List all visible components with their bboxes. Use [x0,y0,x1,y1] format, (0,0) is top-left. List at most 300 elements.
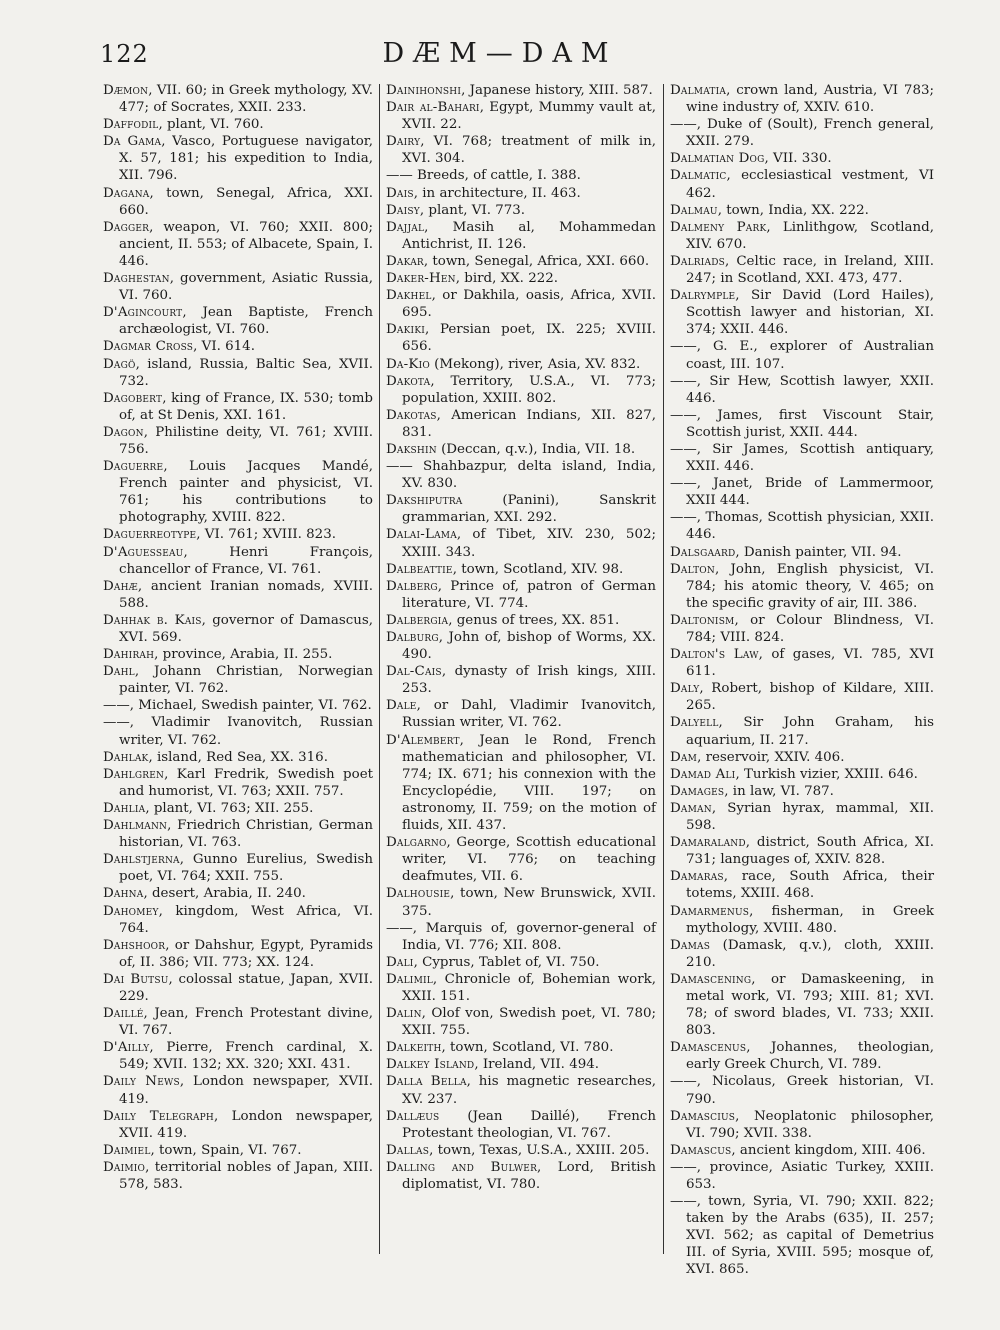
entry-heading: Dahhak b. Kais [103,612,202,628]
index-entry [670,1039,934,1073]
index-entry [103,219,373,270]
entry-heading: Damascenus [670,1040,747,1056]
entry-references: , governor of Damascus, XVI. 569. [119,612,373,645]
entry-heading: Damarmenus [670,903,750,919]
index-entry [670,800,934,834]
index-entry [386,1073,656,1107]
entry-references: , Prince of, patron of German literature, VI. 774. [402,578,656,611]
entry-references: , or Colour Blindness, VI. 784; VIII. 824. [686,612,934,645]
index-entry [386,612,656,629]
index-entry [670,150,934,167]
index-entry [386,202,656,219]
entry-references: ——, Thomas, Scottish physician, XXII. 446. [670,510,934,543]
entry-references: , Olof von, Swedish poet, VI. 780; XXII. 755. [402,1006,656,1039]
entry-heading: Dalin [386,1006,422,1022]
column-rule [663,84,664,1254]
entry-heading: Dalriads [670,253,726,269]
entry-references: , Ireland, VII. 494. [474,1057,600,1073]
entry-references: , weapon, VI. 760; XXII. 800; ancient, II. 553; of Albacete, Spain, I. 446. [119,219,373,269]
entry-references: , plant, VI. 773. [419,202,526,218]
entry-heading: Daillé [103,1006,144,1022]
entry-references: ——, Nicolaus, Greek historian, VI. 790. [670,1074,934,1107]
entry-references: , town, Senegal, Africa, XXI. 660. [423,253,650,269]
entry-references: , London newspaper, XVII. 419. [119,1108,373,1141]
entry-heading: Dagana [103,185,150,201]
entry-references: , district, South Africa, XI. 731; languages of, XXIV. 828. [686,835,934,868]
index-entry [386,526,656,560]
index-entry [103,544,373,578]
entry-references: (Damask, q.v.), cloth, XXIII. 210. [686,937,934,970]
entry-references: , Syrian hyrax, mammal, XII. 598. [686,800,934,834]
entry-references: , town, Scotland, VI. 780. [441,1040,614,1056]
index-entry [103,1039,373,1073]
index-entry [670,971,934,1039]
index-entry [103,1005,373,1039]
entry-references: , town, New Brunswick, XVII. 375. [402,886,656,919]
entry-heading: Daguerreotype [103,527,197,543]
entry-heading: Dakotas [386,407,437,423]
entry-heading: Daimio [103,1159,146,1175]
entry-heading: Daisy [386,202,420,218]
entry-references: , plant, VI. 763; XII. 255. [145,800,314,816]
index-entry [103,1159,373,1193]
entry-references: , Pierre, French cardinal, X. 549; XVII. 132; XX. 320; XXI. 431. [119,1040,373,1073]
index-entry [103,270,373,304]
index-entry [386,578,656,612]
entry-references: , Gunno Eurelius, Swedish poet, VI. 764; XXII. 755. [119,852,373,885]
entry-references: , Jean le Rond, French mathematician and philosopher, VI. 774; IX. 671; his connexion with the Encyclopédie, VIII. 197; on astronomy, II. 759; on the motion of fluids, XII. 437. [402,732,656,834]
entry-heading: Dagmar Cross [103,339,194,355]
index-entry [386,185,656,202]
entry-heading: Dahl [103,664,135,680]
entry-references: (Mekong), river, Asia, XV. 832. [429,356,641,372]
entry-references: , American Indians, XII. 827, 831. [402,407,656,440]
entry-heading: Da-Kio [386,356,430,372]
entry-heading: Dalrymple [670,288,736,304]
entry-heading: Dalhousie [386,886,451,902]
index-entry [670,1193,934,1278]
index-entry [103,766,373,800]
index-entry [670,1073,934,1107]
entry-heading: Dai Butsu [103,971,169,987]
entry-heading: Dalbeattie [386,561,453,577]
entry-heading: Dahlmann [103,818,168,834]
index-column-1 [103,82,373,1193]
entry-heading: Dalton [670,561,715,577]
entry-references: , ecclesiastical vestment, VI 462. [686,168,934,201]
entry-heading: Dagö [103,356,136,372]
entry-references: (Jean Daillé), French Protestant theologian, VI. 767. [402,1108,656,1141]
entry-references: , in architecture, II. 463. [413,185,581,201]
index-entry [386,954,656,971]
entry-references: , or Dahshur, Egypt, Pyramids of, II. 386; VII. 773; XX. 124. [119,937,373,970]
entry-references: , Friedrich Christian, German historian, VI. 763. [119,818,373,851]
index-entry [386,441,656,458]
entry-references: , desert, Arabia, II. 240. [143,886,306,902]
index-entry [386,458,656,492]
entry-heading: Dahna [103,886,144,902]
entry-heading: Dalmatic [670,168,727,184]
entry-references: ——, province, Asiatic Turkey, XXIII. 653. [670,1159,934,1192]
index-entry [386,492,656,526]
entry-references: , Celtic race, in Ireland, XIII. 247; in Scotland, XXI. 473, 477. [686,253,934,287]
entry-heading: Dale [386,698,417,714]
index-entry [103,971,373,1005]
index-entry [670,1142,934,1159]
entry-references: , John, English physicist, VI. 784; his atomic theory, V. 465; on the specific gravity of air, III. 386. [686,561,934,611]
entry-heading: Dahæ [103,578,138,594]
entry-references: , territorial nobles of Japan, XIII. 578, 583. [119,1159,373,1192]
entry-references: ——, Janet, Bride of Lammermoor, XXII 444. [670,476,934,509]
entry-references: , bird, XX. 222. [455,271,559,287]
column-rule [379,84,380,1254]
entry-heading: Dakhel [386,288,432,304]
index-entry [670,868,934,902]
entry-references: , Territory, U.S.A., VI. 773; population, XXIII. 802. [402,373,656,406]
index-entry [386,356,656,373]
entry-references: , of Tibet, XIV. 230, 502; XXIII. 343. [402,527,656,560]
index-entry [103,851,373,885]
entry-references: , town, Texas, U.S.A., XXIII. 205. [429,1142,650,1158]
index-entry [103,458,373,526]
entry-references: , Robert, bishop of Kildare, XIII. 265. [686,681,934,714]
entry-heading: Dahirah [103,647,155,663]
index-entry [386,1056,656,1073]
entry-heading: Dair al-Bahari [386,100,480,116]
entry-references: , Lord, British diplomatist, VI. 780. [402,1159,656,1192]
entry-heading: Dahshoor [103,937,166,953]
entry-heading: Dalton's Law [670,647,759,663]
entry-references: ——, James, first Viscount Stair, Scottish jurist, XXII. 444. [670,407,934,440]
entry-heading: Damad Ali [670,766,736,782]
entry-references: , island, Russia, Baltic Sea, XVII. 732. [119,356,373,389]
entry-heading: Damas [670,937,711,953]
entry-references: , dynasty of Irish kings, XIII. 253. [402,664,656,697]
entry-references: , his magnetic researches, XV. 237. [402,1074,656,1107]
entry-references: , or Dahl, Vladimir Ivanovitch, Russian writer, VI. 762. [402,698,656,731]
entry-heading: Dalgarno [386,835,447,851]
entry-heading: D'Alembert [386,732,460,748]
index-entry [386,407,656,441]
entry-heading: D'Agincourt [103,305,183,321]
index-entry [103,526,373,543]
entry-references: , VII. 330. [764,151,832,167]
entry-heading: Dalling and Bulwer [386,1159,538,1175]
entry-heading: Dalai-Lama [386,527,457,543]
index-entry [670,407,934,441]
index-entry [670,202,934,219]
entry-heading: Damaras [670,869,724,885]
index-entry [103,82,373,116]
entry-heading: Dairy [386,134,421,150]
index-entry [103,885,373,902]
index-entry [670,561,934,612]
entry-heading: Dalmatia [670,83,727,98]
index-entry [670,441,934,475]
index-entry [103,578,373,612]
entry-references: , town, Senegal, Africa, XXI. 660. [119,185,373,218]
index-entry [386,920,656,954]
index-entry [670,937,934,971]
index-entry [386,321,656,355]
entry-heading: Dakiki [386,322,425,338]
index-entry [386,373,656,407]
entry-references: , Jean Baptiste, French archæologist, VI. 760. [119,305,373,338]
index-entry [670,82,934,116]
entry-heading: Daimiel [103,1142,151,1158]
entry-heading: Damaraland [670,835,746,851]
entry-references: (Deccan, q.v.), India, VII. 18. [436,441,636,457]
index-entry [386,663,656,697]
entry-heading: Dakshin [386,441,437,457]
entry-heading: Dakota [386,373,431,389]
entry-references: , race, South Africa, their totems, XXIII. 468. [686,869,934,902]
entry-references: ——, town, Syria, VI. 790; XXII. 822; taken by the Arabs (635), II. 257; XVI. 562; as capital of Demetrius III. of Syria, XVIII. 595; mosque of, XVI. 865. [670,1194,934,1278]
entry-references: , Philistine deity, VI. 761; XVIII. 756. [119,424,373,457]
entry-heading: Dalmeny Park [670,219,767,235]
entry-references: ——, Marquis of, governor-general of India, VI. 776; XII. 808. [386,920,656,953]
index-entry [670,116,934,150]
index-entry [670,287,934,338]
entry-references: , crown land, Austria, VI 783; wine industry of, XXIV. 610. [686,83,934,116]
entry-heading: Dakar [386,253,424,269]
entry-references: , London newspaper, XVII. 419. [119,1074,373,1107]
index-entry [386,697,656,731]
entry-references: , genus of trees, XX. 851. [448,612,620,628]
entry-heading: Dalburg [386,630,439,645]
index-entry [670,903,934,937]
index-entry [386,99,656,133]
entry-references: , Johann Christian, Norwegian painter, VI. 762. [119,664,373,697]
entry-heading: Dahlia [103,800,146,816]
entry-heading: D'Ailly [103,1040,150,1056]
index-entry [103,800,373,817]
index-entry [386,1159,656,1193]
entry-references: ——, G. E., explorer of Australian coast, III. 107. [670,339,934,372]
entry-references: ——, Duke of (Soult), French general, XXII. 279. [670,117,934,150]
entry-references: , island, Red Sea, XX. 316. [148,749,328,765]
index-entry [386,1142,656,1159]
entry-references: , kingdom, West Africa, VI. 764. [119,903,373,936]
entry-heading: Daily News [103,1074,180,1090]
index-entry [103,424,373,458]
index-entry [670,373,934,407]
entry-references: ——, Sir Hew, Scottish lawyer, XXII. 446. [670,373,934,406]
index-entry [386,270,656,287]
index-entry [386,1108,656,1142]
index-column-2 [386,82,656,1193]
entry-references: , VI. 614. [193,339,255,355]
entry-references: , Danish painter, VII. 94. [735,544,902,560]
index-entry [386,971,656,1005]
entry-heading: Dahlgren [103,766,165,782]
entry-heading: Dahlak [103,749,149,765]
index-entry [670,475,934,509]
index-entry [670,834,934,868]
index-entry [386,219,656,253]
entry-references: , Japanese history, XIII. 587. [461,83,653,98]
index-entry [670,509,934,543]
entry-heading: Dais [386,185,414,201]
entry-heading: Damascus [670,1142,732,1158]
entry-heading: Daily Telegraph [103,1108,214,1124]
entry-heading: Dalsgaard [670,544,736,560]
entry-heading: Dahlstjerna [103,852,180,868]
entry-heading: Dalimil [386,971,433,987]
entry-heading: Dalberg [386,578,438,594]
entry-references: , VII. 60; in Greek mythology, XV. 477; of Socrates, XXII. 233. [119,83,373,116]
entry-references: , Sir John Graham, his aquarium, II. 217. [686,715,934,748]
index-entry [103,1142,373,1159]
entry-references: , Vasco, Portuguese navigator, X. 57, 181; his expedition to India, XII. 796. [119,134,373,184]
index-entry [103,338,373,355]
entry-heading: Da Gama [103,134,162,150]
entry-references: , Egypt, Mummy vault at, XVII. 22. [402,100,656,133]
entry-references: , Louis Jacques Mandé, French painter and physicist, VI. 761; his contributions to photography, XVIII. 822. [119,459,373,526]
entry-references: , colossal statue, Japan, XVII. 229. [119,971,373,1004]
entry-heading: Daker-Hen [386,271,456,287]
index-entry [103,1073,373,1107]
index-entry [103,612,373,646]
entry-references: , or Dakhila, oasis, Africa, XVII. 695. [402,288,656,321]
page-number: 122 [100,40,149,68]
entry-heading: Daguerre [103,459,164,475]
entry-references: , John of, bishop of Worms, XX. 490. [402,630,656,663]
index-entry [103,697,373,714]
index-entry [670,714,934,748]
index-entry [103,390,373,424]
entry-references: ——, Sir James, Scottish antiquary, XXII. 446. [670,441,934,475]
entry-heading: D'Aguesseau [103,544,184,560]
index-entry [386,82,656,99]
index-entry [670,766,934,783]
entry-references: , ancient Iranian nomads, XVIII. 588. [119,578,373,611]
entry-heading: Dalmatian Dog [670,151,765,167]
entry-heading: Dalbergia [386,612,449,628]
entry-heading: Dæmon [103,83,149,98]
running-head: DÆM—DAM [382,38,618,69]
entry-references: , Chronicle of, Bohemian work, XXII. 151. [402,971,656,1004]
index-entry [670,749,934,766]
entry-references: , ancient kingdom, XIII. 406. [731,1142,926,1158]
entry-references: , plant, VI. 760. [158,117,264,133]
entry-references: —— Breeds, of cattle, I. 388. [386,168,581,184]
entry-references: , Jean, French Protestant divine, VI. 767. [119,1006,373,1039]
entry-heading: Dagon [103,424,144,440]
entry-heading: Dalkeith [386,1040,442,1056]
entry-references: , town, India, XX. 222. [717,202,869,218]
entry-heading: Dajjal [386,219,425,235]
entry-heading: Daghestan [103,271,170,287]
entry-heading: Dalyell [670,715,719,731]
entry-heading: Dallas [386,1142,430,1158]
index-entry [386,561,656,578]
index-entry [103,304,373,338]
entry-references: , province, Arabia, II. 255. [154,647,333,663]
entry-heading: Daly [670,681,700,697]
index-entry [103,714,373,748]
entry-references: , reservoir, XXIV. 406. [697,749,845,765]
index-entry [386,253,656,270]
entry-references: , Persian poet, IX. 225; XVIII. 656. [402,322,656,355]
index-entry [386,1005,656,1039]
entry-heading: Dal-Cais [386,664,442,680]
entry-references: , Sir David (Lord Hailes), Scottish lawyer and historian, XI. 374; XXII. 446. [686,288,934,338]
entry-references: , VI. 768; treatment of milk in, XVI. 304. [402,134,656,167]
entry-references: , Cyprus, Tablet of, VI. 750. [413,954,600,970]
entry-heading: Dalla Bella [386,1074,467,1090]
index-entry [103,937,373,971]
entry-references: , government, Asiatic Russia, VI. 760. [119,271,373,304]
entry-heading: Dahomey [103,903,159,919]
entry-heading: Daman [670,800,712,816]
entry-references: , king of France, IX. 530; tomb of, at St Denis, XXI. 161. [119,390,373,423]
entry-references: —— Shahbazpur, delta island, India, XV. 830. [386,459,656,492]
entry-references: , of gases, VI. 785, XVI 611. [686,647,935,680]
index-entry [670,338,934,372]
index-entry [670,219,934,253]
entry-references: , town, Spain, VI. 767. [150,1142,302,1158]
index-entry [670,680,934,714]
entry-references: , fisherman, in Greek mythology, XVIII. 480. [686,903,934,936]
index-entry [670,167,934,201]
entry-heading: Damages [670,783,725,799]
entry-references: , VI. 761; XVIII. 823. [196,527,336,543]
entry-heading: Dali [386,954,414,970]
entry-references: ——, Vladimir Ivanovitch, Russian writer, VI. 762. [103,715,373,748]
entry-heading: Dalkey Island [386,1057,475,1073]
index-entry [103,133,373,184]
entry-references: , Masih al, Mohammedan Antichrist, II. 126. [402,219,656,252]
entry-heading: Daffodil [103,117,159,133]
index-entry [386,732,656,835]
index-entry [670,646,934,680]
index-entry [103,663,373,697]
index-entry [386,133,656,167]
entry-references: , Linlithgow, Scotland, XIV. 670. [686,219,934,252]
index-entry [386,629,656,663]
entry-references: , Turkish vizier, XXIII. 646. [735,766,918,782]
entry-heading: Damascius [670,1108,736,1124]
entry-heading: Dagobert [103,390,163,406]
index-entry [103,749,373,766]
index-column-3 [670,82,934,1279]
entry-heading: Dam [670,749,698,765]
entry-heading: Dakshiputra [386,493,463,509]
index-entry [386,885,656,919]
entry-references: , Henri François, chancellor of France, VI. 761. [119,544,373,577]
index-entry [670,1108,934,1142]
entry-references: ——, Michael, Swedish painter, VI. 762. [103,698,372,714]
index-entry [670,612,934,646]
index-entry [670,253,934,287]
index-entry [670,783,934,800]
index-entry [103,116,373,133]
index-entry [103,1108,373,1142]
index-entry [386,167,656,184]
index-entry [670,544,934,561]
entry-heading: Dagger [103,219,150,235]
entry-heading: Dalmau [670,202,718,218]
entry-heading: Daltonism [670,612,735,628]
entry-heading: Damascening [670,971,752,987]
index-entry [386,834,656,885]
index-entry [386,287,656,321]
entry-references: , George, Scottish educational writer, VI. 776; on teaching deafmutes, VII. 6. [402,835,656,885]
entry-references: (Panini), Sanskrit grammarian, XXI. 292. [402,493,656,526]
entry-references: , or Damaskeening, in metal work, VI. 793; XIII. 81; XVI. 78; of sword blades, VI. 733; XXII. 803. [686,971,934,1039]
entry-references: , Johannes, theologian, early Greek Church, VI. 789. [686,1040,934,1073]
